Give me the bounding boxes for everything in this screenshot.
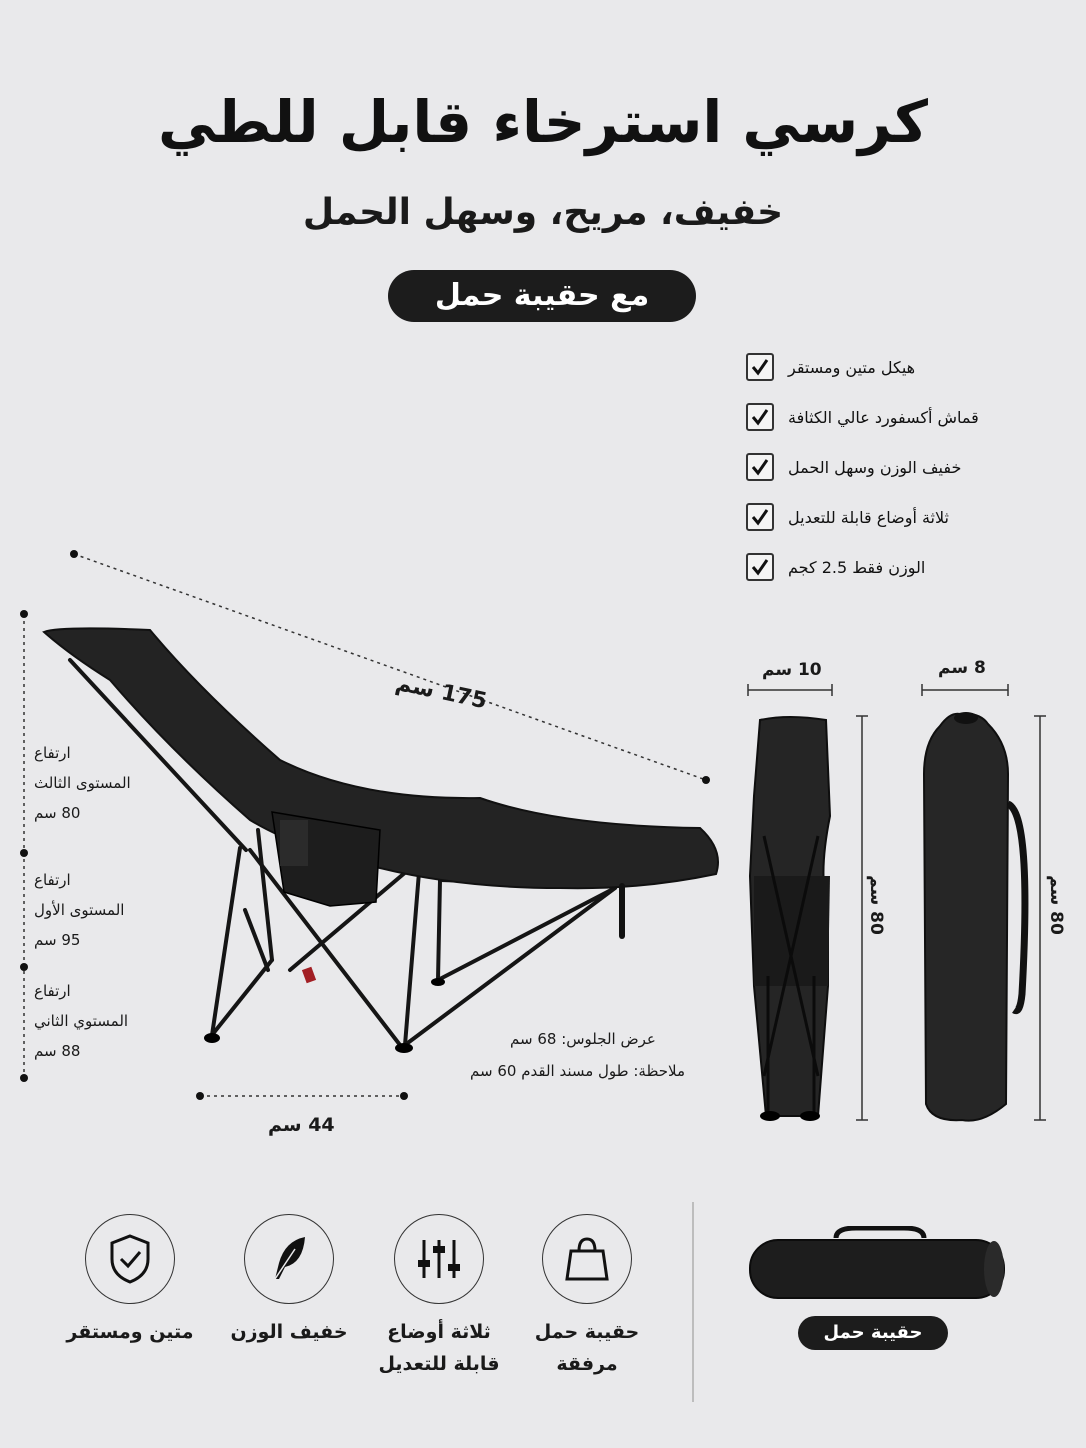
height-level-name: المستوى الأول [34, 901, 125, 919]
feature-item [746, 392, 1046, 442]
checkbox-checked-icon [746, 403, 774, 431]
folded-height-label: 80 سم [865, 875, 886, 935]
height-level-2 [34, 976, 144, 1066]
bag-icon [542, 1214, 632, 1304]
bag-width-label: 8 سم [938, 658, 986, 678]
height-level-value: 80 سم [34, 804, 81, 822]
shield-check-icon [85, 1214, 175, 1304]
icon-label-line: ثلاثة أوضاع [387, 1321, 491, 1343]
page-title: كرسي استرخاء قابل للطي [158, 88, 928, 156]
height-level-3 [34, 738, 144, 828]
height-level-title: ارتفاع [34, 871, 71, 889]
folded-width-label: 10 سم [762, 660, 822, 680]
feather-icon [244, 1214, 334, 1304]
height-level-value: 95 سم [34, 931, 81, 949]
footrest-note: ملاحظة: طول مسند القدم 60 سم [470, 1062, 686, 1080]
icon-label-line: قابلة للتعديل [378, 1353, 500, 1375]
carry-bag-image [744, 1226, 1010, 1306]
feature-label: خفيف الوزن وسهل الحمل [788, 457, 962, 477]
feature-label: ثلاثة أوضاع قابلة للتعديل [788, 507, 950, 527]
feature-item [746, 442, 1046, 492]
icon-label-adjustable [360, 1316, 518, 1380]
height-level-name: المستوي الثاني [34, 1012, 129, 1030]
height-level-title: ارتفاع [34, 982, 71, 1000]
feature-label: هيكل متين ومستقر [788, 357, 916, 377]
feature-label: الوزن فقط 2.5 كجم [788, 557, 926, 577]
checkbox-checked-icon [746, 353, 774, 381]
checkbox-checked-icon [746, 503, 774, 531]
sliders-icon [394, 1214, 484, 1304]
icon-label-line: حقيبة حمل [534, 1321, 640, 1343]
length-label: 175 سم [393, 670, 490, 715]
carry-bag-badge: مع حقيبة حمل [388, 270, 696, 322]
height-level-value: 88 سم [34, 1042, 81, 1060]
feature-item [746, 342, 1046, 392]
bag-height-label: 80 سم [1045, 875, 1066, 935]
carry-bag-label: حقيبة حمل [798, 1316, 948, 1350]
height-level-title: ارتفاع [34, 744, 71, 762]
icon-label-carry-bag [512, 1316, 662, 1380]
seat-width-label: عرض الجلوس: 68 سم [510, 1030, 656, 1048]
divider [692, 1202, 694, 1402]
icon-label-lightweight [214, 1316, 364, 1348]
icon-label-durable [56, 1316, 204, 1348]
height-level-1 [34, 865, 144, 955]
icon-label-line: متين ومستقر [66, 1321, 194, 1343]
page-subtitle: خفيف، مريح، وسهل الحمل [302, 192, 784, 233]
icon-label-line: مرفقة [556, 1353, 618, 1375]
checkbox-checked-icon [746, 453, 774, 481]
icon-label-line: خفيف الوزن [230, 1321, 348, 1343]
feature-label: قماش أكسفورد عالي الكثافة [788, 407, 979, 427]
depth-label: 44 سم [268, 1114, 335, 1136]
height-level-name: المستوى الثالث [34, 774, 131, 792]
